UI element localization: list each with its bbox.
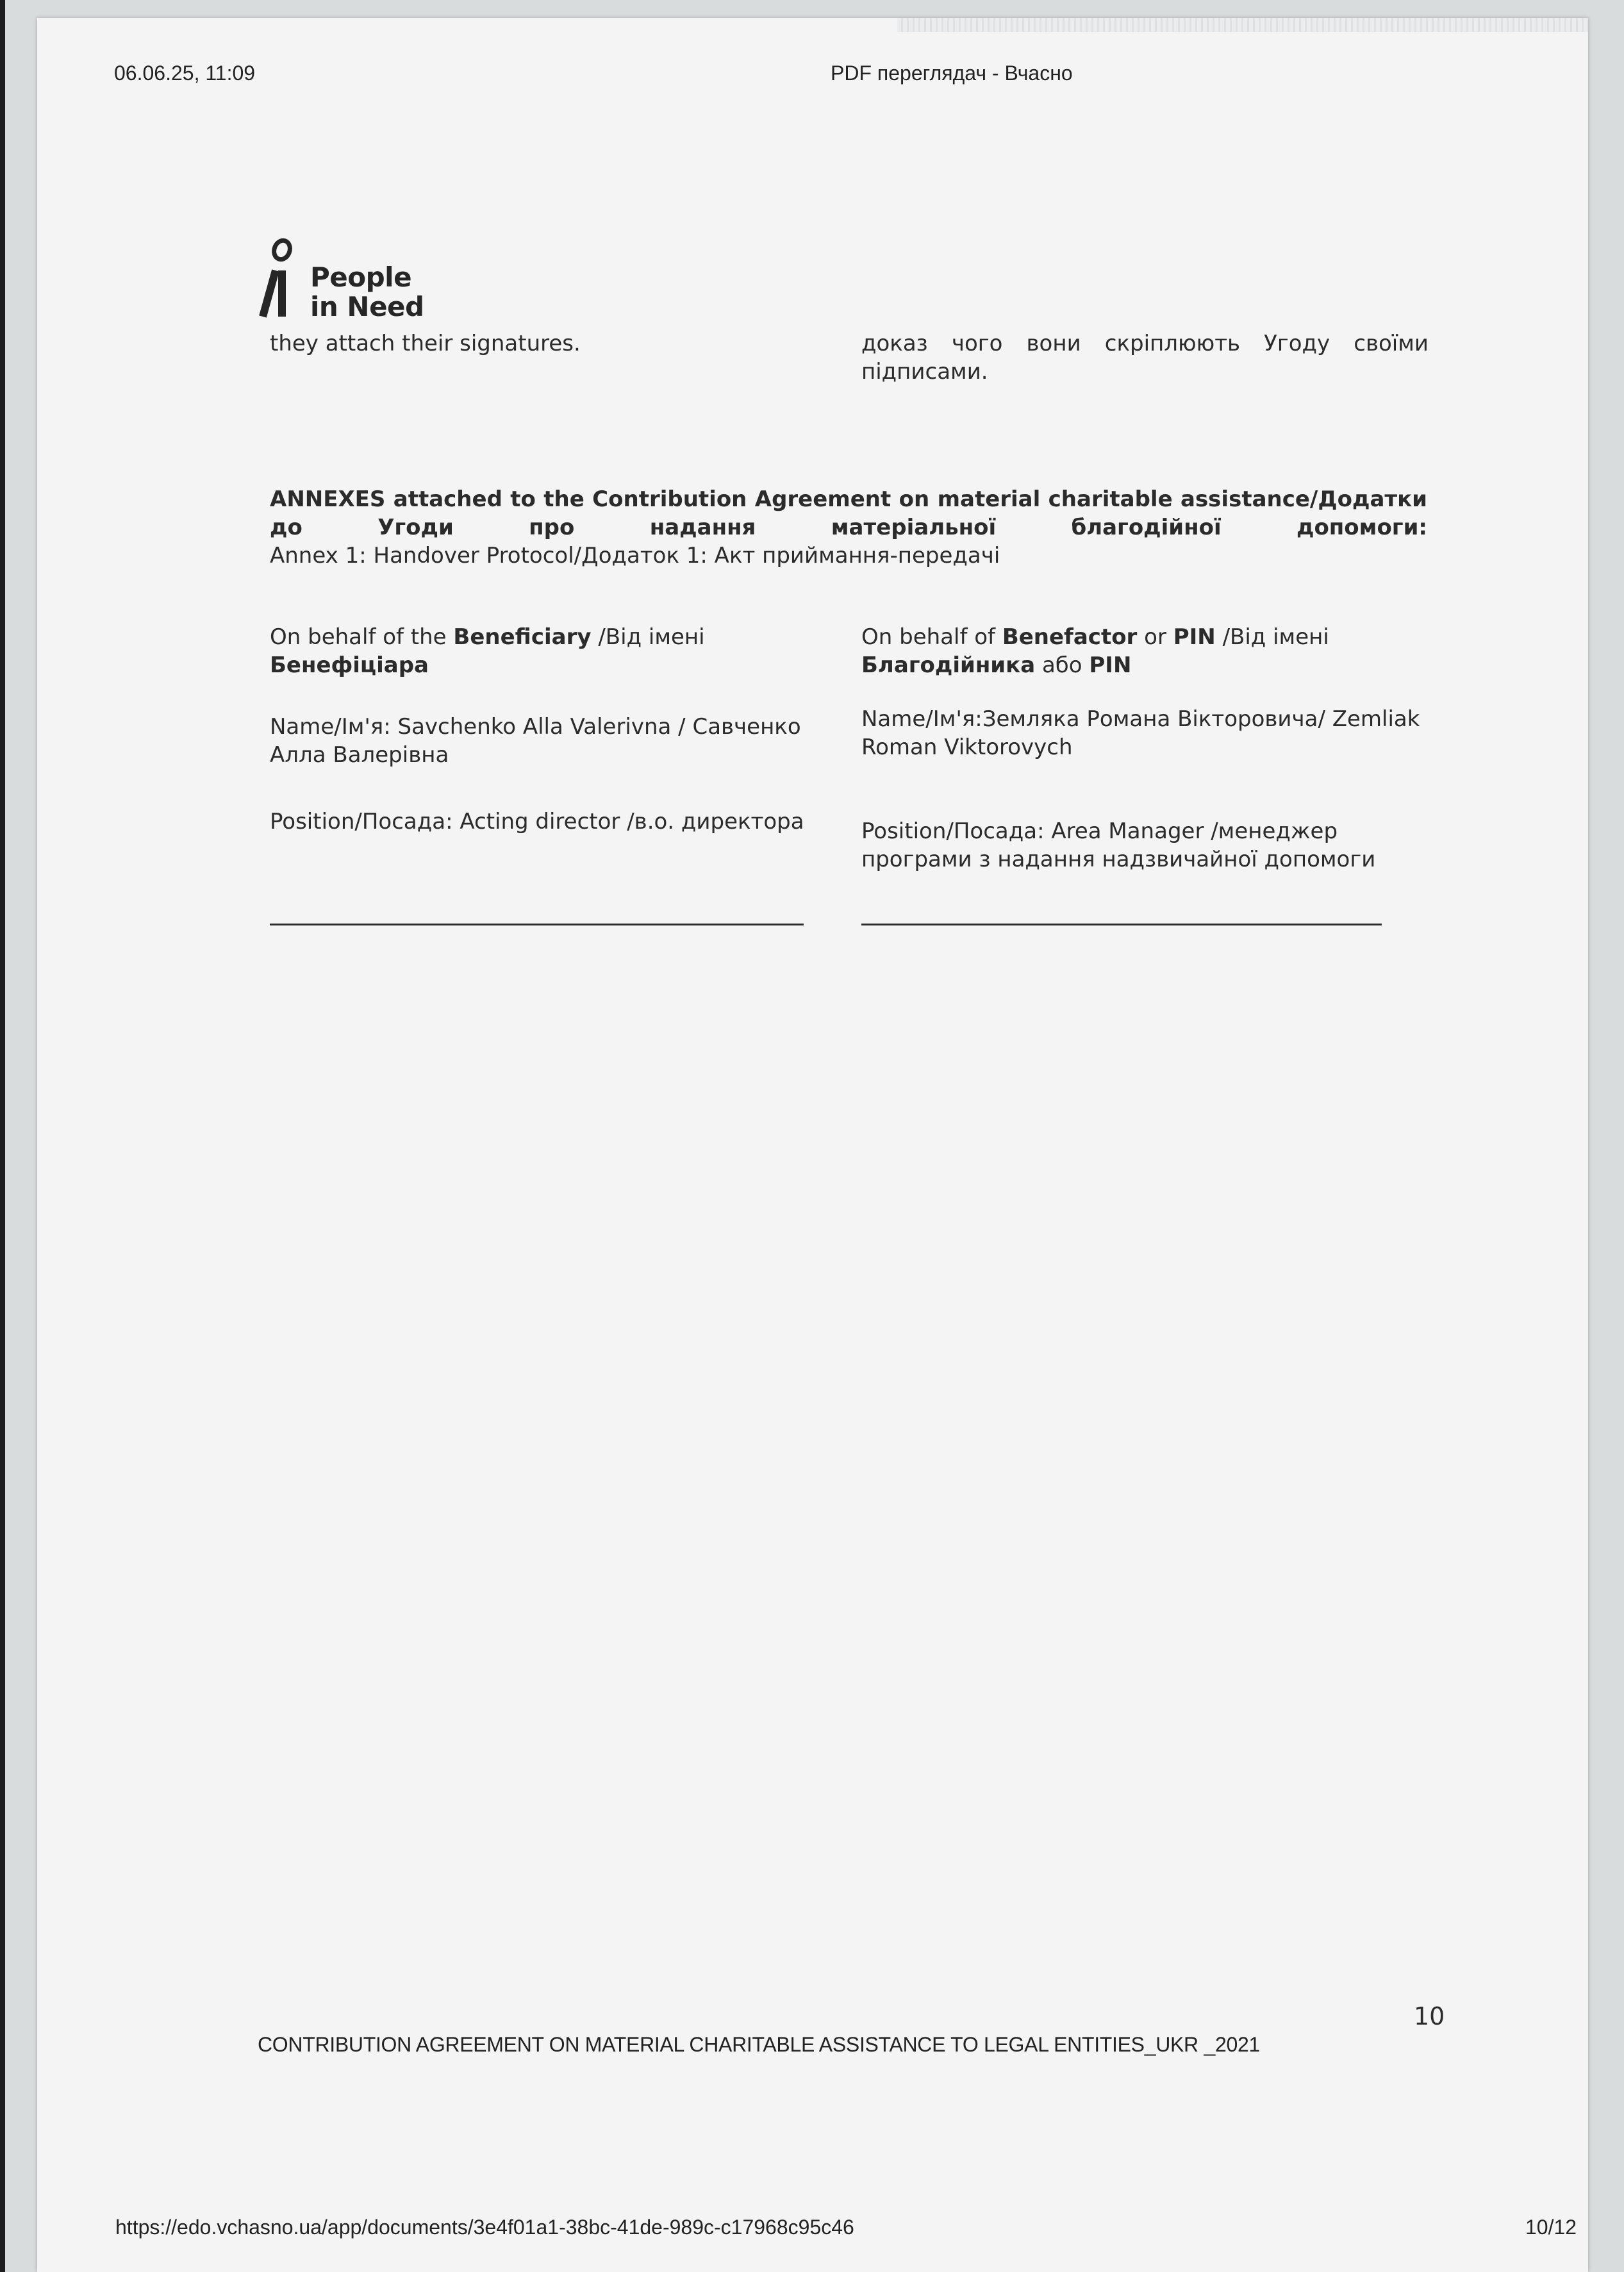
benefactor-behalf	[861, 623, 1429, 679]
document-footer: CONTRIBUTION AGREEMENT ON MATERIAL CHARITABLE ASSISTANCE TO LEGAL ENTITIES_UKR _2021	[258, 2033, 1260, 2056]
benefactor-behalf-prefix: On behalf of	[861, 624, 1002, 650]
benefactor-behalf-abo: або	[1035, 652, 1090, 678]
benefactor-pin-en: PIN	[1173, 624, 1216, 650]
print-datetime: 06.06.25, 11:09	[114, 62, 256, 85]
scan-artifact-strip	[897, 18, 1588, 32]
beneficiary-label-en: Beneficiary	[453, 624, 592, 650]
annexes-section	[270, 485, 1427, 570]
benefactor-signature-line	[861, 924, 1382, 925]
benefactor-behalf-or: or	[1137, 624, 1173, 650]
document-page-number: 10	[1414, 2002, 1445, 2030]
benefactor-label-ua: Благодійника	[861, 652, 1036, 678]
beneficiary-signature-line	[270, 924, 804, 925]
logo-text	[310, 263, 424, 322]
benefactor-label-en: Benefactor	[1002, 624, 1138, 650]
people-in-need-logo	[254, 237, 433, 327]
logo-line-1: People	[310, 261, 412, 293]
beneficiary-name: Name/Ім'я: Savchenko Alla Valerivna / Савченко Алла Валерівна	[270, 714, 801, 768]
print-url: https://edo.vchasno.ua/app/documents/3e4f01a1-38bc-41de-989c-c17968c95c46	[115, 2216, 854, 2239]
annexes-title: ANNEXES attached to the Contribution Agreement on material charitable assistance/Додатки до Угоди про надання матеріальної благодійної допомоги:	[270, 486, 1427, 540]
scan-edge	[0, 0, 5, 2272]
print-page-title: PDF переглядач - Вчасно	[831, 62, 1073, 85]
print-page-indicator: 10/12	[1525, 2216, 1577, 2239]
benefactor-name: Name/Ім'я:Земляка Романа Вікторовича/ Zemliak Roman Viktorovych	[861, 706, 1420, 760]
logo-line-2: in Need	[310, 291, 424, 322]
attach-signatures-en: they attach their signatures.	[270, 331, 581, 356]
beneficiary-behalf-prefix: On behalf of the	[270, 624, 454, 650]
person-icon	[254, 237, 299, 327]
benefactor-position: Position/Посада: Area Manager /менеджер програми з надання надзвичайної допомоги	[861, 818, 1376, 872]
beneficiary-label-ua: Бенефіціара	[270, 652, 429, 678]
benefactor-behalf-mid: /Від імені	[1215, 624, 1329, 650]
annex-1: Annex 1: Handover Protocol/Додаток 1: Акт приймання-передачі	[270, 543, 1000, 568]
benefactor-pin-ua: PIN	[1089, 652, 1132, 678]
attach-signatures-ua: доказ чого вони скріплюють Угоду своїми підписами.	[861, 331, 1429, 385]
beneficiary-position: Position/Посада: Acting director /в.о. директора	[270, 809, 804, 834]
beneficiary-behalf-mid: /Від імені	[591, 624, 705, 650]
beneficiary-behalf	[270, 623, 840, 679]
